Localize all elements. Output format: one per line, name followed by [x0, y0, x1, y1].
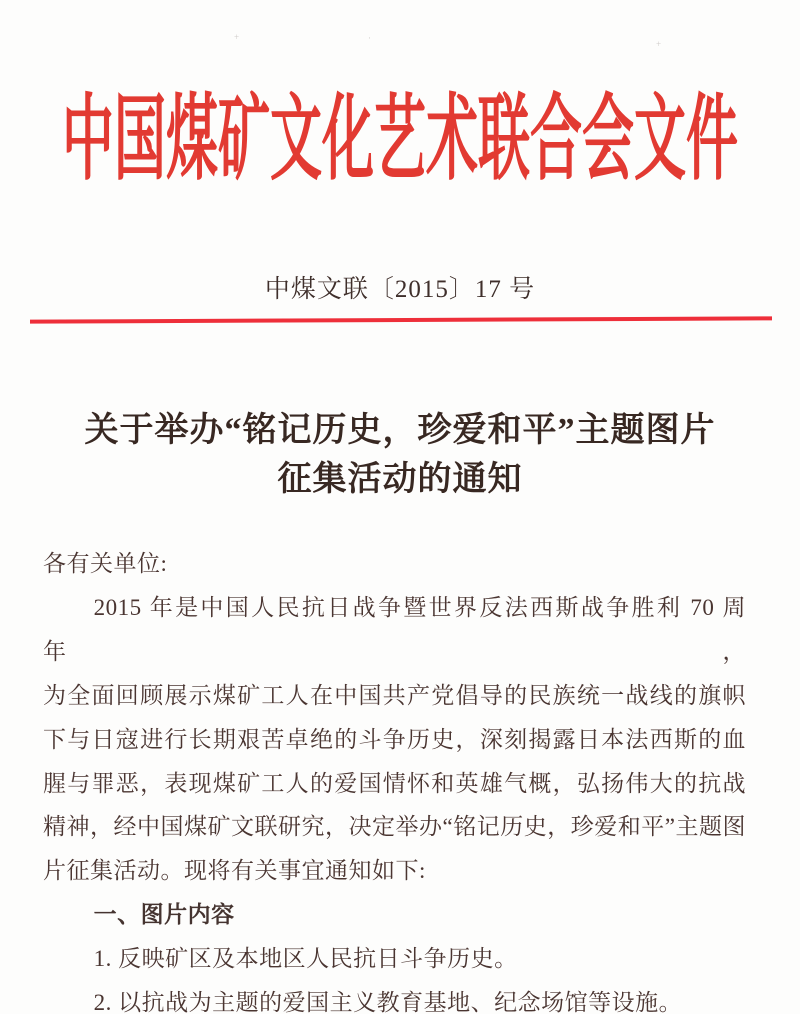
- red-separator-rule: [30, 316, 772, 323]
- list-item: 2. 以抗战为主题的爱国主义教育基地、纪念场馆等设施。: [93, 990, 683, 1014]
- paragraph-line: 腥与罪恶，表现煤矿工人的爱国情怀和英雄气概，弘扬伟大的抗战: [43, 770, 746, 796]
- notice-title-line1: 关于举办“铭记历史，珍爱和平”主题图片: [84, 412, 716, 449]
- paragraph-line: 片征集活动。现将有关事宜通知如下:: [43, 858, 426, 884]
- scan-artifact: +: [656, 39, 662, 49]
- scan-artifact: +: [234, 32, 240, 42]
- document-number: 中煤文联〔2015〕17 号: [264, 276, 536, 303]
- paragraph-line: 2015 年是中国人民抗日战争暨世界反法西斯战争胜利 70 周年，: [43, 594, 746, 664]
- notice-title: [0, 406, 800, 504]
- salutation: 各有关单位:: [43, 551, 168, 576]
- document-body: [43, 542, 746, 1014]
- list-item: 1. 反映矿区及本地区人民抗日斗争历史。: [93, 946, 518, 972]
- paragraph-line: 为全面回顾展示煤矿工人在中国共产党倡导的民族统一战线的旗帜: [43, 682, 746, 708]
- masthead-title: 中国煤矿文化艺术联合会文件: [61, 89, 738, 193]
- paragraph-line: 精神，经中国煤矿文联研究，决定举办“铭记历史，珍爱和平”主题图: [43, 814, 746, 840]
- paragraph-line: 下与日寇进行长期艰苦卓绝的斗争历史，深刻揭露日本法西斯的血: [43, 726, 746, 752]
- scan-artifact: ·: [368, 33, 371, 43]
- section-heading: 一、图片内容: [93, 901, 235, 928]
- document-masthead: [0, 89, 800, 193]
- notice-title-line2: 征集活动的通知: [277, 461, 523, 498]
